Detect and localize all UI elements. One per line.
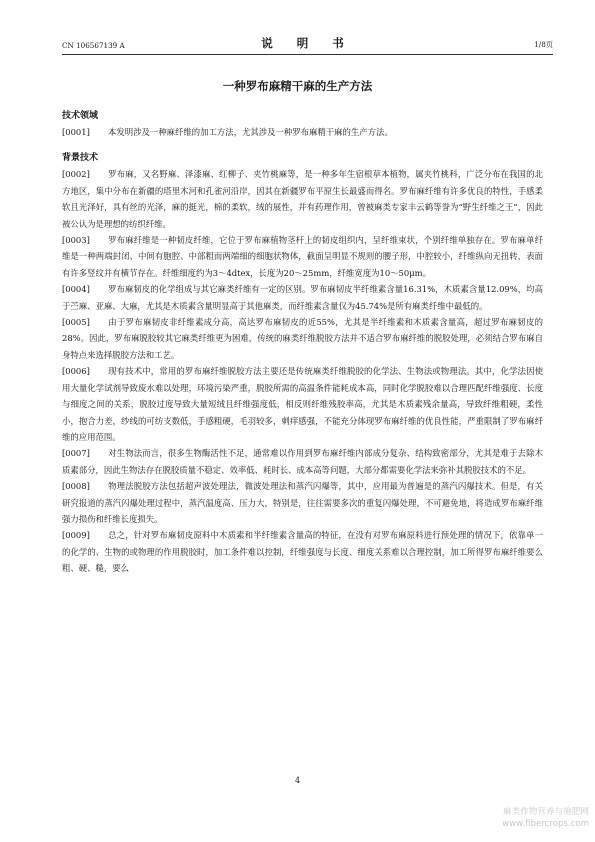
paragraph-number: [0002] bbox=[62, 169, 90, 180]
paragraph-text: 由于罗布麻韧皮非纤维素成分高，高达罗布麻韧皮的近55%，尤其是半纤维素和木质素含量高，超过罗布麻韧皮的28%。因此，罗布麻脱胶较其它麻类纤维更为困难，传统的麻类纤维脱胶方法并不适合罗布麻纤维的脱胶处理，必须结合罗布麻自身特点来选择脱胶方法和工艺。 bbox=[62, 317, 543, 360]
watermark-url: www.fibercrops.com bbox=[502, 819, 589, 829]
patent-number: CN 106567139 A bbox=[62, 40, 125, 50]
paragraph-number: [0009] bbox=[62, 530, 90, 541]
section-heading: 技术领域 bbox=[62, 111, 99, 121]
paragraph bbox=[62, 166, 543, 232]
paragraph-number: [0005] bbox=[62, 317, 90, 328]
paragraph-number: [0003] bbox=[62, 235, 90, 246]
paragraph-number: [0001] bbox=[62, 127, 90, 137]
paragraph-text: 对生物法而言，很多生物酶活性不足，通常难以作用到罗布麻纤维内部成分复杂、结构致密部分，尤其是难于去除木质素部分，因此生物法存在脱胶质量不稳定、效率低、耗时长、成本高等问题，大部分都需要化学法来弥补其脱胶技术的不足。 bbox=[62, 448, 543, 475]
section-technical-field bbox=[62, 108, 543, 140]
document-type-title: 说 明 书 bbox=[261, 36, 354, 50]
section-background bbox=[62, 150, 543, 576]
site-watermark bbox=[502, 806, 589, 830]
paragraph-number: [0008] bbox=[62, 481, 90, 492]
document-body bbox=[62, 108, 543, 577]
paragraph bbox=[62, 314, 543, 363]
paragraph-number: [0006] bbox=[62, 366, 90, 377]
paragraph-number: [0007] bbox=[62, 448, 90, 459]
paragraph bbox=[62, 232, 543, 281]
page-header bbox=[62, 36, 553, 55]
paragraph-text: 物理法脱胶方法包括超声波处理法，微波处理法和蒸汽闪爆等，其中，应用最为普遍是的蒸汽闪爆技术。但是，有关研究报道的蒸汽闪爆处理过程中，蒸汽温度高、压力大，特别是，往往需要多次的重复闪爆处理，不可避免地，将造成罗布麻纤维强力损伤和纤维长度损失。 bbox=[62, 481, 543, 524]
page-indicator: 1/8页 bbox=[534, 40, 553, 49]
paragraph bbox=[62, 363, 543, 445]
paragraph-text: 本发明涉及一种麻纤维的加工方法，尤其涉及一种罗布麻精干麻的生产方法。 bbox=[108, 127, 393, 137]
paragraph bbox=[62, 281, 543, 314]
watermark-site-name: 麻类作物营养与施肥网 bbox=[503, 807, 589, 817]
paragraph-text: 现有技术中，常用的罗布麻纤维脱胶方法主要还是传统麻类纤维脱胶的化学法、生物法或物理法。其中，化学法因使用大量化学试剂导致废水难以处理，环境污染严重，脱胶所需的高温条件能耗成本高，同时化学脱胶难以合理匹配纤维强度、长度与细度之间的关系，脱胶过度导致大量短绒且纤维强度低，相反则纤维残胶率高，尤其是木质素残余量高，导致纤维粗硬，柔性小，抱合力差，纱线的可纺支数低，手感粗硬，毛羽较多，刺痒感强，不能充分体现罗布麻纤维的优良性能，严重限制了罗布麻纤维的应用范围。 bbox=[62, 366, 543, 442]
paragraph bbox=[62, 478, 543, 527]
paragraph bbox=[62, 124, 543, 140]
paragraph-number: [0004] bbox=[62, 284, 90, 295]
section-heading: 背景技术 bbox=[62, 153, 99, 164]
page-number: 4 bbox=[294, 776, 301, 785]
paragraph-text: 罗布麻纤维是一种韧皮纤维，它位于罗布麻植物茎杆上的韧皮组织内，呈纤维束状，个别纤维单独存在。罗布麻单纤维是一种两端封闭、中间有胞腔、中部粗而两端细的细胞状物体，截面呈明显不规则的腰子形，中腔较小，纤维纵向无扭转，表面有许多竖纹并有横节存在。纤维细度约为3～4dtex，长度为20～25mm，纤维宽度为10～50μm。 bbox=[62, 235, 543, 278]
paragraph-text: 罗布麻韧皮的化学组成与其它麻类纤维有一定的区别。罗布麻韧皮半纤维素含量16.31%，木质素含量12.09%，均高于苎麻、亚麻、大麻，尤其是木质素含量明显高于其他麻类，而纤维素含量仅为45.74%是所有麻类纤维中最低的。 bbox=[62, 284, 543, 311]
paragraph bbox=[62, 527, 543, 576]
paragraph-text: 罗布麻，又名野麻、泽漆麻、红柳子、夹竹桃麻等，是一种多年生宿根草本植物，属夹竹桃科，广泛分布在我国的北方地区，集中分布在新疆的塔里木河和孔雀河沿岸，因其在新疆罗布平原生长最盛而得名。罗布麻纤维有许多优良的特性，手感柔软且光泽好，具有丝的光泽，麻的挺光，棉的柔软，绒的展性，并有药理作用，曾被麻类专家丰云鹤等誉为“野生纤维之王”，因此被公认为是理想的纺织纤维。 bbox=[62, 169, 543, 229]
paragraph-text: 总之，针对罗布麻韧皮原料中木质素和半纤维素含量高的特征，在没有对罗布麻原料进行预处理的情况下，依靠单一的化学的、生物的或物理的作用脱胶时，加工条件难以控制，纤维强度与长度、细度关系难以合理控制，加工所得罗布麻纤维要么粗、硬、糙，要么 bbox=[62, 530, 543, 574]
paragraph bbox=[62, 445, 543, 478]
invention-title: 一种罗布麻精干麻的生产方法 bbox=[222, 79, 373, 93]
